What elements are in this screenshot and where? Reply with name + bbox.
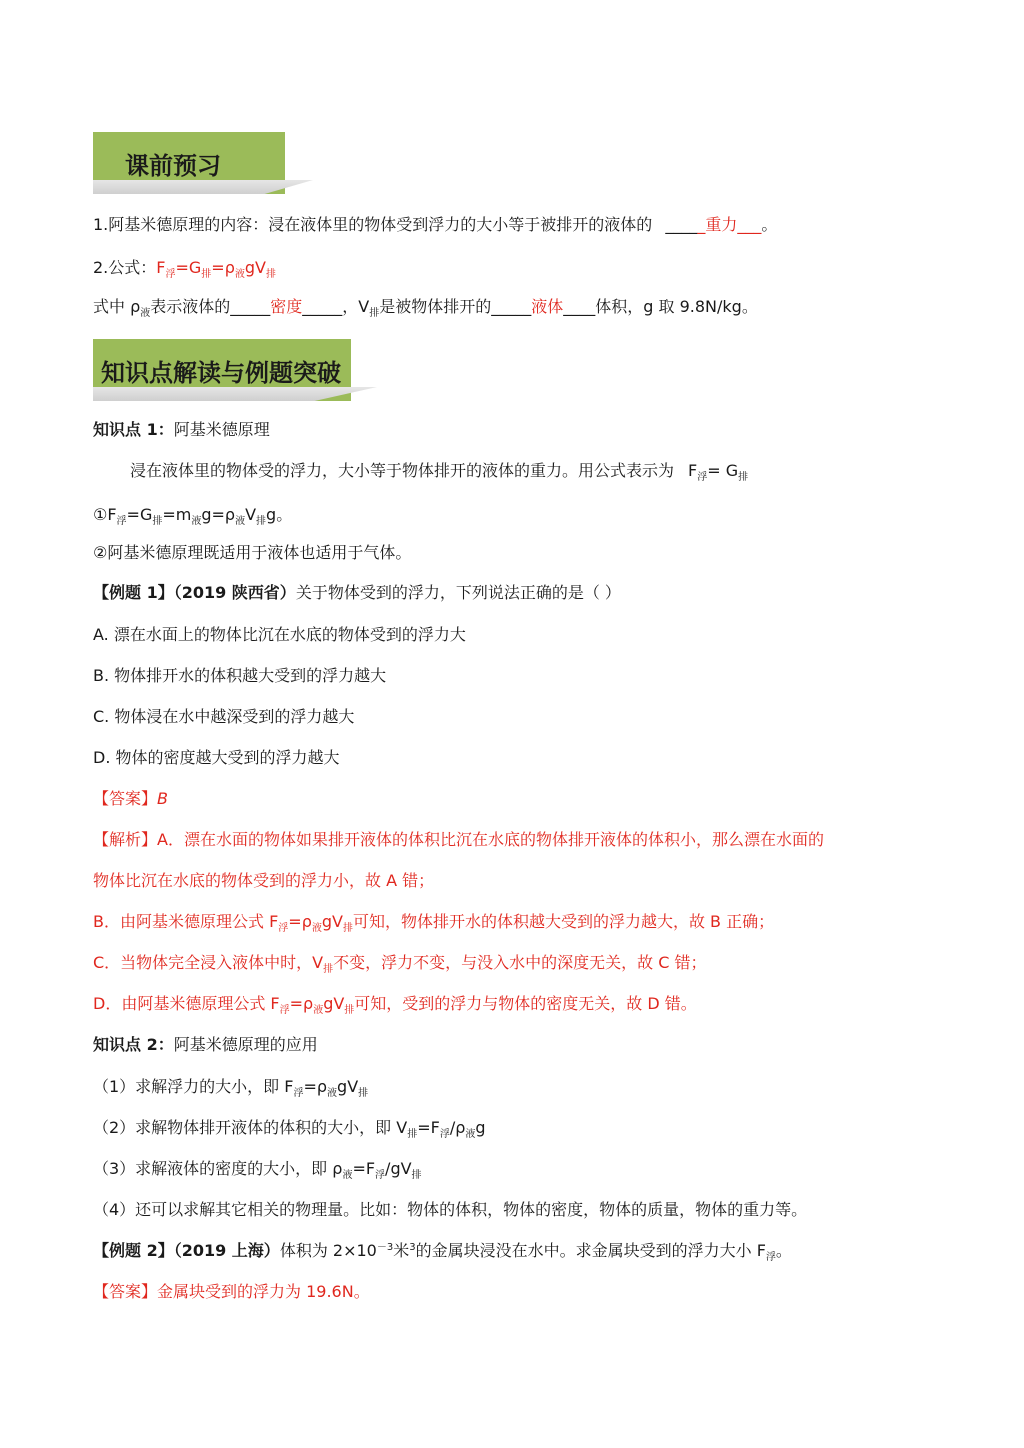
example-1-answer: 【答案】B	[93, 789, 168, 808]
formula: $F_浮=G_排=\rho_液gV_排$	[156, 258, 276, 280]
knowledge-point-2-heading	[93, 1034, 318, 1056]
banner-shadow	[93, 387, 377, 401]
knowledge-point-2-item-2: （2）求解物体排开液体的体积的大小，即 $V_排=F_浮/\rho_液g$	[93, 1118, 486, 1140]
knowledge-point-1-heading	[93, 419, 270, 441]
knowledge-point-2-item-1: （1）求解浮力的大小，即 $F_浮=\rho_液gV_排$	[93, 1077, 369, 1099]
kp-label: 知识点 2：	[93, 1035, 174, 1054]
preview-question-3: 式中 $\rho_液$表示液体的_____密度_____，$V_排$是被物体排开的_____液体____体积，g 取 9.8N/kg。	[93, 297, 758, 319]
answer-text: 液体	[531, 297, 564, 316]
knowledge-point-1-item-2: ②阿基米德原理既适用于液体也适用于气体。	[93, 543, 412, 562]
preview-question-1	[93, 214, 777, 236]
kp-label: 知识点 1：	[93, 420, 174, 439]
example-2-question: 【例题 2】（2019 上海）体积为 $2\times 10^{-3}$米$^3$的金属块浸没在水中。求金属块受到的浮力大小 $F_浮$。	[93, 1241, 792, 1263]
option-b: B. 物体排开水的体积越大受到的浮力越大	[93, 666, 387, 685]
section-title: 知识点解读与例题突破	[101, 357, 341, 387]
knowledge-point-2-item-4: （4）还可以求解其它相关的物理量。比如：物体的体积，物体的密度，物体的质量，物体的重力等。	[93, 1200, 808, 1219]
answer-text: _重力___	[697, 215, 762, 234]
banner-shadow	[93, 180, 313, 194]
example-question: 关于物体受到的浮力，下列说法正确的是（ ）	[295, 583, 621, 602]
knowledge-point-1-body: 浸在液体里的物体受的浮力，大小等于物体排开的液体的重力。用公式表示为 $F_浮= G_排$	[130, 461, 749, 483]
banner-shadow-shape	[93, 387, 377, 401]
example-1-analysis-a1: 【解析】A．漂在水面的物体如果排开液体的体积比沉在水底的物体排开液体的体积小，那么漂在水面的	[93, 830, 824, 849]
example-2-answer: 【答案】金属块受到的浮力为 19.6N。	[93, 1282, 370, 1301]
question-suffix: 。	[761, 215, 778, 234]
example-1-analysis-d: D．由阿基米德原理公式 $F_浮=\rho_液gV_排$可知，受到的浮力与物体的密度无关，故 D 错。	[93, 994, 697, 1016]
option-a: A. 漂在水面上的物体比沉在水底的物体受到的浮力大	[93, 625, 466, 644]
kp-title: 阿基米德原理	[173, 420, 270, 439]
example-1-analysis-b: B．由阿基米德原理公式 $F_浮=\rho_液gV_排$可知，物体排开水的体积越大受到的浮力越大，故 B 正确；	[93, 912, 775, 934]
section-title: 课前预习	[125, 150, 221, 180]
option-c: C. 物体浸在水中越深受到的浮力越大	[93, 707, 355, 726]
answer-text: 密度	[270, 297, 303, 316]
knowledge-point-1-item-1: $①F_浮=G_排=m_液g=\rho_液V_排g$。	[93, 505, 293, 527]
knowledge-point-2-item-3: （3）求解液体的密度的大小，即 $\rho_液=F_浮/gV_排$	[93, 1159, 422, 1181]
example-1-question	[93, 582, 621, 604]
banner-shadow-shape	[93, 180, 313, 194]
blank-left: ____	[665, 215, 698, 234]
preview-question-2	[93, 257, 276, 279]
example-label: 【例题 1】（2019 陕西省）	[93, 583, 296, 602]
example-1-analysis-c: C．当物体完全浸入液体中时，$V_排$不变，浮力不变，与没入水中的深度无关，故 C 错；	[93, 953, 707, 975]
kp-title: 阿基米德原理的应用	[173, 1035, 318, 1054]
question-text: 1.阿基米德原理的内容：浸在液体里的物体受到浮力的大小等于被排开的液体的	[93, 215, 653, 234]
option-d: D. 物体的密度越大受到的浮力越大	[93, 748, 340, 767]
example-1-analysis-a2: 物体比沉在水底的物体受到的浮力小，故 A 错；	[93, 871, 435, 890]
formula-label: 2.公式：	[93, 258, 157, 277]
example-label: 【例题 2】（2019 上海）	[93, 1241, 280, 1260]
